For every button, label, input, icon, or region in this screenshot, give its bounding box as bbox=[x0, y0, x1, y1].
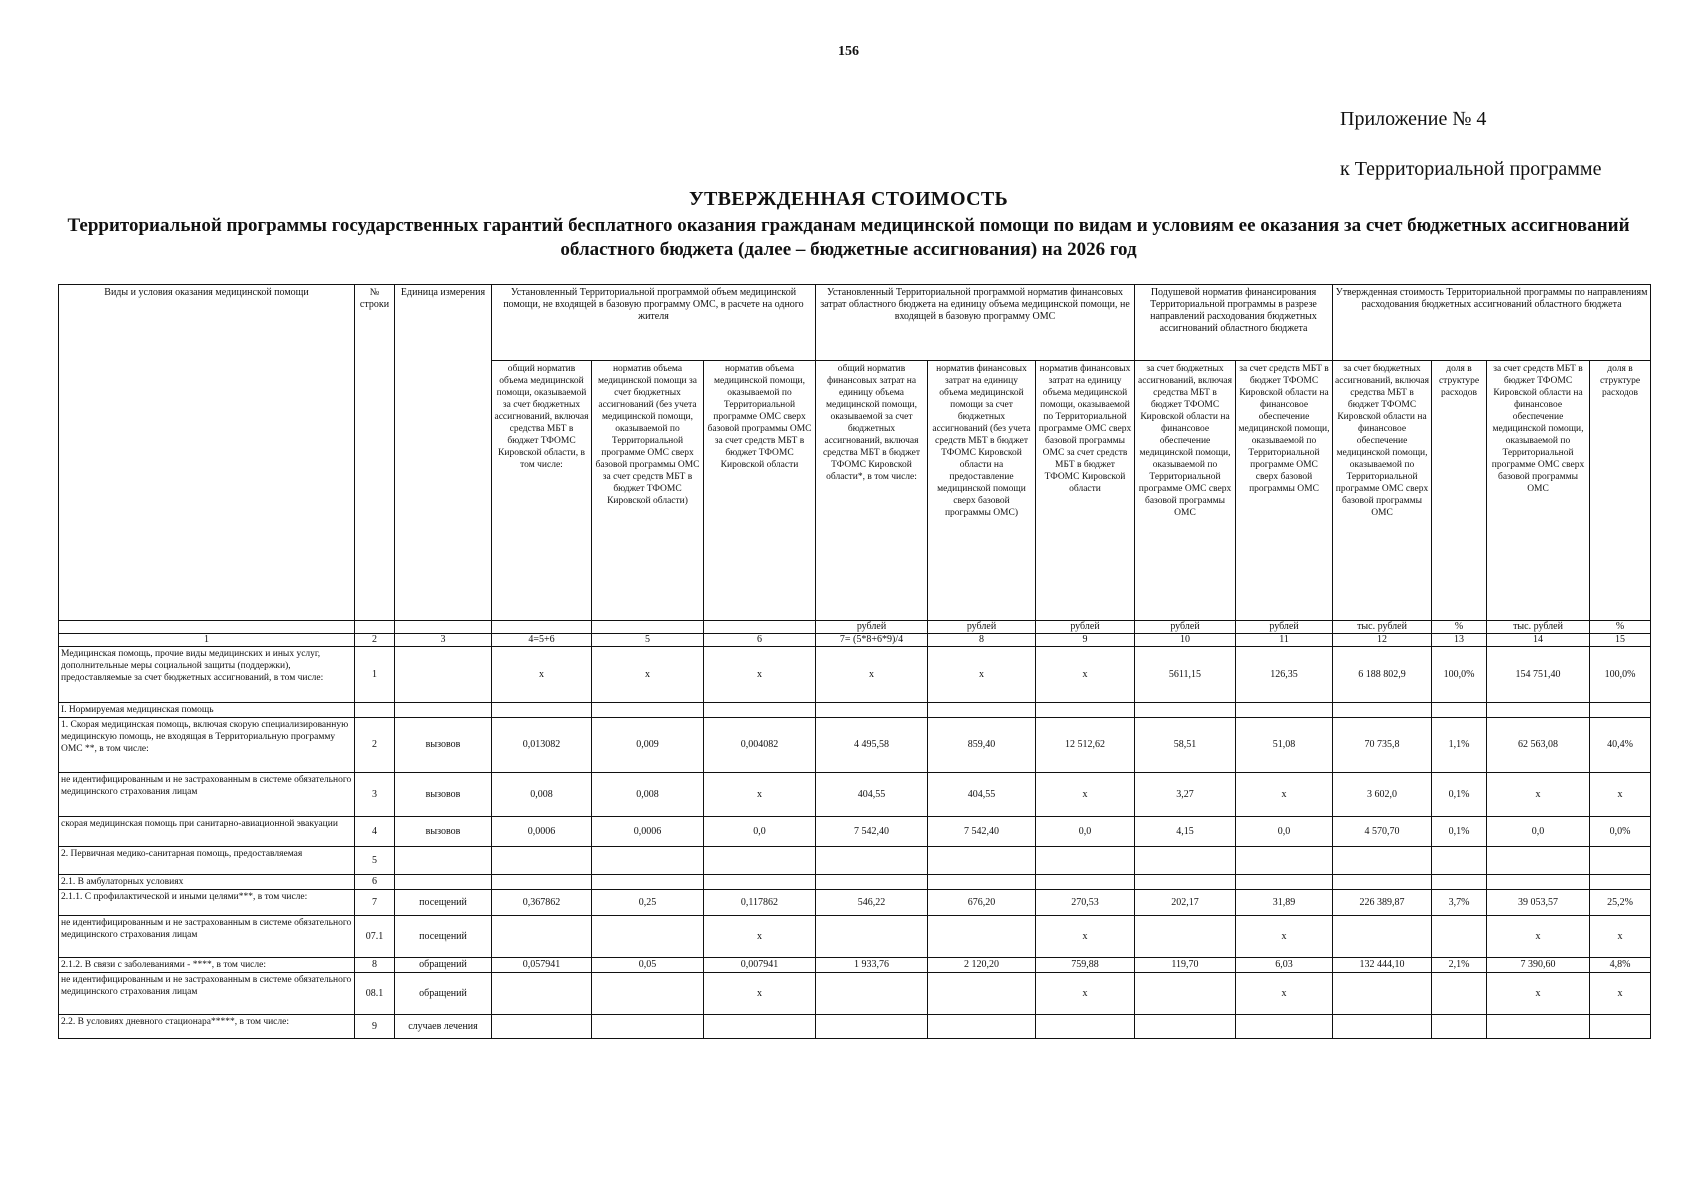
column-number-cell: 4=5+6 bbox=[492, 634, 592, 647]
table-cell: 270,53 bbox=[1036, 890, 1135, 916]
row-name-cell: скорая медицинская помощь при санитарно-авиационной эвакуации bbox=[59, 817, 355, 847]
table-cell: 58,51 bbox=[1135, 718, 1236, 773]
table-row bbox=[59, 890, 1651, 916]
table-row bbox=[59, 847, 1651, 875]
table-cell: 126,35 bbox=[1236, 647, 1333, 703]
table-cell: х bbox=[704, 647, 816, 703]
table-cell: 100,0% bbox=[1590, 647, 1651, 703]
unit-cell bbox=[355, 621, 395, 634]
table-cell: х bbox=[704, 973, 816, 1015]
table-cell: х bbox=[704, 916, 816, 958]
table-cell: х bbox=[1236, 973, 1333, 1015]
table-cell: 7 542,40 bbox=[928, 817, 1036, 847]
table-cell: 8 bbox=[355, 958, 395, 973]
table-cell: 7 542,40 bbox=[816, 817, 928, 847]
table-cell bbox=[492, 847, 592, 875]
table-cell: 404,55 bbox=[816, 773, 928, 817]
appendix-number: Приложение № 4 bbox=[1340, 108, 1487, 130]
table-cell: 154 751,40 bbox=[1487, 647, 1590, 703]
table-cell: 9 bbox=[355, 1015, 395, 1039]
table-cell: 5611,15 bbox=[1135, 647, 1236, 703]
column-number-cell: 15 bbox=[1590, 634, 1651, 647]
subheader-col-4: общий норматив объема медицинской помощи, оказываемой за счет бюджетных ассигнований, включая средства МБТ в бюджет ТФОМС Кировской области, в том числе: bbox=[492, 361, 592, 621]
table-cell: 100,0% bbox=[1432, 647, 1487, 703]
table-cell: 39 053,57 bbox=[1487, 890, 1590, 916]
table-cell: 2 bbox=[355, 718, 395, 773]
table-cell bbox=[492, 703, 592, 718]
header-cost-norm: Установленный Территориальной программой норматив финансовых затрат областного бюджета на единицу объема медицинской помощи, не входящей в базовую программу ОМС bbox=[816, 285, 1135, 361]
subheader-col-10: за счет бюджетных ассигнований, включая средства МБТ в бюджет ТФОМС Кировской области на финансовое обеспечение медицинской помощи, оказываемой по Территориальной программе ОМС сверх базовой программы ОМС bbox=[1135, 361, 1236, 621]
table-cell: 1 933,76 bbox=[816, 958, 928, 973]
table-cell: обращений bbox=[395, 973, 492, 1015]
subheader-col-12: за счет бюджетных ассигнований, включая средства МБТ в бюджет ТФОМС Кировской области на финансовое обеспечение медицинской помощи, оказываемой по Территориальной программе ОМС сверх базовой программы ОМС bbox=[1333, 361, 1432, 621]
table-cell bbox=[1135, 1015, 1236, 1039]
table-cell: 6 188 802,9 bbox=[1333, 647, 1432, 703]
table-cell: 0,0 bbox=[1487, 817, 1590, 847]
table-cell bbox=[1135, 973, 1236, 1015]
table-cell bbox=[1487, 875, 1590, 890]
column-number-cell: 10 bbox=[1135, 634, 1236, 647]
table-cell bbox=[1590, 703, 1651, 718]
table-cell: 2,1% bbox=[1432, 958, 1487, 973]
column-number-cell: 14 bbox=[1487, 634, 1590, 647]
table-cell: х bbox=[592, 647, 704, 703]
table-row bbox=[59, 773, 1651, 817]
table-cell: 0,009 bbox=[592, 718, 704, 773]
table-cell bbox=[928, 703, 1036, 718]
table-cell bbox=[592, 973, 704, 1015]
table-cell bbox=[1135, 703, 1236, 718]
table-cell bbox=[355, 703, 395, 718]
table-row bbox=[59, 1015, 1651, 1039]
table-cell bbox=[1432, 703, 1487, 718]
table-cell bbox=[1236, 1015, 1333, 1039]
table-cell bbox=[1135, 875, 1236, 890]
table-cell bbox=[492, 875, 592, 890]
table-cell bbox=[928, 847, 1036, 875]
table-cell: 6 bbox=[355, 875, 395, 890]
table-cell: 0,0 bbox=[704, 817, 816, 847]
table-cell: х bbox=[1590, 916, 1651, 958]
table-cell: 3,27 bbox=[1135, 773, 1236, 817]
table-cell bbox=[1036, 875, 1135, 890]
table-cell bbox=[704, 875, 816, 890]
document-subtitle: Территориальной программы государственных гарантий бесплатного оказания гражданам медицинской помощи по видам и условиям ее оказания за счет бюджетных ассигнований областного бюджета (далее – бюджетные ассигнования) на 2026 год bbox=[67, 215, 1630, 260]
table-row bbox=[59, 973, 1651, 1015]
page-number: 156 bbox=[838, 44, 859, 59]
table-cell bbox=[816, 875, 928, 890]
table-cell bbox=[1590, 847, 1651, 875]
table-cell: 0,0006 bbox=[492, 817, 592, 847]
table-cell: 546,22 bbox=[816, 890, 928, 916]
table-cell bbox=[704, 847, 816, 875]
table-cell: 1,1% bbox=[1432, 718, 1487, 773]
header-approved: Утвержденная стоимость Территориальной программы по направлениям расходования бюджетных ассигнований областного бюджета bbox=[1333, 285, 1651, 361]
table-cell: 0,0006 bbox=[592, 817, 704, 847]
unit-cell: % bbox=[1432, 621, 1487, 634]
table-cell: 0,008 bbox=[592, 773, 704, 817]
table-cell: 0,117862 bbox=[704, 890, 816, 916]
unit-cell: рублей bbox=[1135, 621, 1236, 634]
unit-cell: тыс. рублей bbox=[1333, 621, 1432, 634]
column-number-cell: 8 bbox=[928, 634, 1036, 647]
table-cell: 3 bbox=[355, 773, 395, 817]
table-cell: посещений bbox=[395, 916, 492, 958]
table-cell: х bbox=[1236, 916, 1333, 958]
table-cell: х bbox=[1236, 773, 1333, 817]
table-cell: 4 bbox=[355, 817, 395, 847]
table-cell: 4,8% bbox=[1590, 958, 1651, 973]
header-volume: Установленный Территориальной программой объем медицинской помощи, не входящей в базовую программу ОМС, в расчете на одного жителя bbox=[492, 285, 816, 361]
header-per-capita: Подушевой норматив финансирования Территориальной программы в разрезе направлений расходования бюджетных ассигнований областного бюджета bbox=[1135, 285, 1333, 361]
table-cell bbox=[1487, 847, 1590, 875]
table-cell bbox=[1333, 916, 1432, 958]
table-cell bbox=[1333, 847, 1432, 875]
unit-cell bbox=[395, 621, 492, 634]
table-cell: посещений bbox=[395, 890, 492, 916]
table-row bbox=[59, 703, 1651, 718]
table-cell: 7 bbox=[355, 890, 395, 916]
units-row bbox=[59, 621, 1651, 634]
table-row bbox=[59, 647, 1651, 703]
table-cell bbox=[816, 703, 928, 718]
table-cell: х bbox=[1036, 773, 1135, 817]
table-cell: 3,7% bbox=[1432, 890, 1487, 916]
table-cell: 4 570,70 bbox=[1333, 817, 1432, 847]
table-cell bbox=[1432, 973, 1487, 1015]
header-row-no: № строки bbox=[355, 285, 395, 621]
table-cell: х bbox=[1487, 973, 1590, 1015]
table-cell: 859,40 bbox=[928, 718, 1036, 773]
row-name-cell: 1. Скорая медицинская помощь, включая скорую специализированную медицинскую помощь, не входящая в Территориальную программу ОМС **, в том числе: bbox=[59, 718, 355, 773]
table-cell: 759,88 bbox=[1036, 958, 1135, 973]
subheader-col-13: доля в структуре расходов bbox=[1432, 361, 1487, 621]
table-cell bbox=[395, 703, 492, 718]
table-cell: 404,55 bbox=[928, 773, 1036, 817]
table-cell: 0,1% bbox=[1432, 817, 1487, 847]
header-kinds: Виды и условия оказания медицинской помощи bbox=[59, 285, 355, 621]
subheader-col-8: норматив финансовых затрат на единицу объема медицинской помощи за счет бюджетных ассигнований (без учета средств МБТ в бюджет ТФОМС Кировской области на предоставление медицинской помощи сверх базовой программы ОМС) bbox=[928, 361, 1036, 621]
table-cell bbox=[1432, 1015, 1487, 1039]
table-cell bbox=[395, 875, 492, 890]
table-cell: 0,05 bbox=[592, 958, 704, 973]
unit-cell bbox=[59, 621, 355, 634]
unit-cell: рублей bbox=[1036, 621, 1135, 634]
table-cell: случаев лечения bbox=[395, 1015, 492, 1039]
table-cell: 4 495,58 bbox=[816, 718, 928, 773]
subheader-col-7: общий норматив финансовых затрат на единицу объема медицинской помощи, оказываемой за счет бюджетных ассигнований, включая средства МБТ в бюджет ТФОМС Кировской области*, в том числе: bbox=[816, 361, 928, 621]
table-cell: 676,20 bbox=[928, 890, 1036, 916]
table-cell: 0,004082 bbox=[704, 718, 816, 773]
unit-cell: рублей bbox=[816, 621, 928, 634]
table-cell bbox=[395, 847, 492, 875]
table-cell bbox=[592, 916, 704, 958]
column-numbers-row bbox=[59, 634, 1651, 647]
table-cell bbox=[1487, 1015, 1590, 1039]
table-cell: 7 390,60 bbox=[1487, 958, 1590, 973]
unit-cell: рублей bbox=[928, 621, 1036, 634]
table-cell bbox=[592, 1015, 704, 1039]
row-name-cell: 2.1. В амбулаторных условиях bbox=[59, 875, 355, 890]
table-cell bbox=[928, 1015, 1036, 1039]
table-cell bbox=[592, 875, 704, 890]
table-cell: 132 444,10 bbox=[1333, 958, 1432, 973]
subheader-col-11: за счет средств МБТ в бюджет ТФОМС Кировской области на финансовое обеспечение медицинской помощи, оказываемой по Территориальной программе ОМС сверх базовой программы ОМС bbox=[1236, 361, 1333, 621]
table-cell bbox=[1590, 875, 1651, 890]
table-cell: х bbox=[1036, 647, 1135, 703]
table-row bbox=[59, 718, 1651, 773]
table-cell bbox=[592, 847, 704, 875]
table-cell: 3 602,0 bbox=[1333, 773, 1432, 817]
unit-cell bbox=[492, 621, 592, 634]
table-cell bbox=[1333, 875, 1432, 890]
table-cell: 0,0 bbox=[1036, 817, 1135, 847]
table-cell bbox=[816, 847, 928, 875]
table-cell bbox=[704, 1015, 816, 1039]
subheader-col-15: доля в структуре расходов bbox=[1590, 361, 1651, 621]
column-number-cell: 2 bbox=[355, 634, 395, 647]
table-cell bbox=[492, 1015, 592, 1039]
table-cell: 6,03 bbox=[1236, 958, 1333, 973]
table-cell: 08.1 bbox=[355, 973, 395, 1015]
table-cell bbox=[1432, 916, 1487, 958]
subheader-col-9: норматив финансовых затрат на единицу объема медицинской помощи, оказываемой по Территориальной программе ОМС сверх базовой программы ОМС за счет средств МБТ в бюджет ТФОМС Кировской области bbox=[1036, 361, 1135, 621]
table-cell bbox=[1036, 847, 1135, 875]
table-cell: 0,057941 bbox=[492, 958, 592, 973]
table-cell: х bbox=[816, 647, 928, 703]
table-cell bbox=[816, 973, 928, 1015]
table-body bbox=[59, 647, 1651, 1039]
table-cell: х bbox=[492, 647, 592, 703]
subheader-col-5: норматив объема медицинской помощи за счет бюджетных ассигнований (без учета медицинской помощи, оказываемой по Территориальной программе ОМС сверх базовой программы ОМС за счет средств МБТ в бюджет ТФОМС Кировской области) bbox=[592, 361, 704, 621]
table-cell: 0,0 bbox=[1236, 817, 1333, 847]
table-cell bbox=[1432, 847, 1487, 875]
table-cell: 62 563,08 bbox=[1487, 718, 1590, 773]
column-number-cell: 11 bbox=[1236, 634, 1333, 647]
column-number-cell: 6 bbox=[704, 634, 816, 647]
table-cell bbox=[1236, 847, 1333, 875]
table-cell bbox=[1036, 1015, 1135, 1039]
row-name-cell: не идентифицированным и не застрахованным в системе обязательного медицинского страхования лицам bbox=[59, 773, 355, 817]
table-cell: 0,008 bbox=[492, 773, 592, 817]
table-cell: х bbox=[928, 647, 1036, 703]
table-cell: 0,007941 bbox=[704, 958, 816, 973]
table-cell bbox=[592, 703, 704, 718]
table-cell: х bbox=[1036, 916, 1135, 958]
table-cell bbox=[1236, 875, 1333, 890]
column-number-cell: 5 bbox=[592, 634, 704, 647]
table-cell: х bbox=[1487, 916, 1590, 958]
table-cell bbox=[395, 647, 492, 703]
table-cell bbox=[1333, 973, 1432, 1015]
table-cell: 202,17 bbox=[1135, 890, 1236, 916]
table-cell: обращений bbox=[395, 958, 492, 973]
table-cell: 0,25 bbox=[592, 890, 704, 916]
table-cell bbox=[1333, 703, 1432, 718]
table-cell bbox=[816, 1015, 928, 1039]
table-row bbox=[59, 817, 1651, 847]
table-cell: 40,4% bbox=[1590, 718, 1651, 773]
subheader-col-6: норматив объема медицинской помощи, оказываемой по Территориальной программе ОМС сверх базовой программы ОМС за счет средств МБТ в бюджет ТФОМС Кировской области bbox=[704, 361, 816, 621]
subheader-col-14: за счет средств МБТ в бюджет ТФОМС Кировской области на финансовое обеспечение медицинской помощи, оказываемой по Территориальной программе ОМС сверх базовой программы ОМС bbox=[1487, 361, 1590, 621]
appendix-reference: к Территориальной программе bbox=[1340, 158, 1602, 180]
table-cell bbox=[928, 875, 1036, 890]
unit-cell: тыс. рублей bbox=[1487, 621, 1590, 634]
table-cell bbox=[492, 973, 592, 1015]
row-name-cell: 2.2. В условиях дневного стационара*****, в том числе: bbox=[59, 1015, 355, 1039]
table-cell: 2 120,20 bbox=[928, 958, 1036, 973]
table-cell bbox=[1135, 847, 1236, 875]
table-cell: 12 512,62 bbox=[1036, 718, 1135, 773]
table-cell: х bbox=[1590, 973, 1651, 1015]
table-cell bbox=[1036, 703, 1135, 718]
table-cell: 07.1 bbox=[355, 916, 395, 958]
table-row bbox=[59, 875, 1651, 890]
unit-cell: % bbox=[1590, 621, 1651, 634]
table-cell bbox=[816, 916, 928, 958]
table-cell bbox=[1135, 916, 1236, 958]
table-cell bbox=[928, 916, 1036, 958]
table-cell: вызовов bbox=[395, 817, 492, 847]
column-number-cell: 12 bbox=[1333, 634, 1432, 647]
row-name-cell: не идентифицированным и не застрахованным в системе обязательного медицинского страхования лицам bbox=[59, 916, 355, 958]
group-header-row bbox=[59, 285, 1651, 361]
column-number-cell: 13 bbox=[1432, 634, 1487, 647]
table-cell: 226 389,87 bbox=[1333, 890, 1432, 916]
table-cell: х bbox=[1487, 773, 1590, 817]
cost-table bbox=[58, 284, 1651, 1039]
table-cell: 5 bbox=[355, 847, 395, 875]
column-number-cell: 3 bbox=[395, 634, 492, 647]
table-cell: х bbox=[1036, 973, 1135, 1015]
table-cell: вызовов bbox=[395, 718, 492, 773]
table-cell bbox=[928, 973, 1036, 1015]
table-cell: 1 bbox=[355, 647, 395, 703]
table-cell: х bbox=[1590, 773, 1651, 817]
row-name-cell: I. Нормируемая медицинская помощь bbox=[59, 703, 355, 718]
table-row bbox=[59, 916, 1651, 958]
table-cell: 0,367862 bbox=[492, 890, 592, 916]
row-name-cell: 2. Первичная медико-санитарная помощь, предоставляемая bbox=[59, 847, 355, 875]
table-cell: 0,013082 bbox=[492, 718, 592, 773]
table-cell: 70 735,8 bbox=[1333, 718, 1432, 773]
table-cell: 0,1% bbox=[1432, 773, 1487, 817]
table-cell: вызовов bbox=[395, 773, 492, 817]
unit-cell: рублей bbox=[1236, 621, 1333, 634]
unit-cell bbox=[592, 621, 704, 634]
table-cell: 25,2% bbox=[1590, 890, 1651, 916]
table-cell bbox=[492, 916, 592, 958]
row-name-cell: не идентифицированным и не застрахованным в системе обязательного медицинского страхования лицам bbox=[59, 973, 355, 1015]
table-cell: 51,08 bbox=[1236, 718, 1333, 773]
table-cell: 4,15 bbox=[1135, 817, 1236, 847]
unit-cell bbox=[704, 621, 816, 634]
column-number-cell: 9 bbox=[1036, 634, 1135, 647]
row-name-cell: 2.1.1. С профилактической и иными целями***, в том числе: bbox=[59, 890, 355, 916]
row-name-cell: 2.1.2. В связи с заболеваниями - ****, в том числе: bbox=[59, 958, 355, 973]
table-cell bbox=[1487, 703, 1590, 718]
table-row bbox=[59, 958, 1651, 973]
column-number-cell: 1 bbox=[59, 634, 355, 647]
table-cell: 119,70 bbox=[1135, 958, 1236, 973]
header-unit: Единица измерения bbox=[395, 285, 492, 621]
row-name-cell: Медицинская помощь, прочие виды медицинских и иных услуг, дополнительные меры социальной защиты (поддержки), предоставляемые за счет бюджетных ассигнований, в том числе: bbox=[59, 647, 355, 703]
table-cell: х bbox=[704, 773, 816, 817]
table-cell bbox=[1432, 875, 1487, 890]
table-cell: 0,0% bbox=[1590, 817, 1651, 847]
table-cell bbox=[1236, 703, 1333, 718]
table-cell: 31,89 bbox=[1236, 890, 1333, 916]
column-number-cell: 7= (5*8+6*9)/4 bbox=[816, 634, 928, 647]
table-cell bbox=[1333, 1015, 1432, 1039]
table-cell bbox=[1590, 1015, 1651, 1039]
table-cell bbox=[704, 703, 816, 718]
document-title: УТВЕРЖДЕННАЯ СТОИМОСТЬ bbox=[688, 188, 1008, 210]
